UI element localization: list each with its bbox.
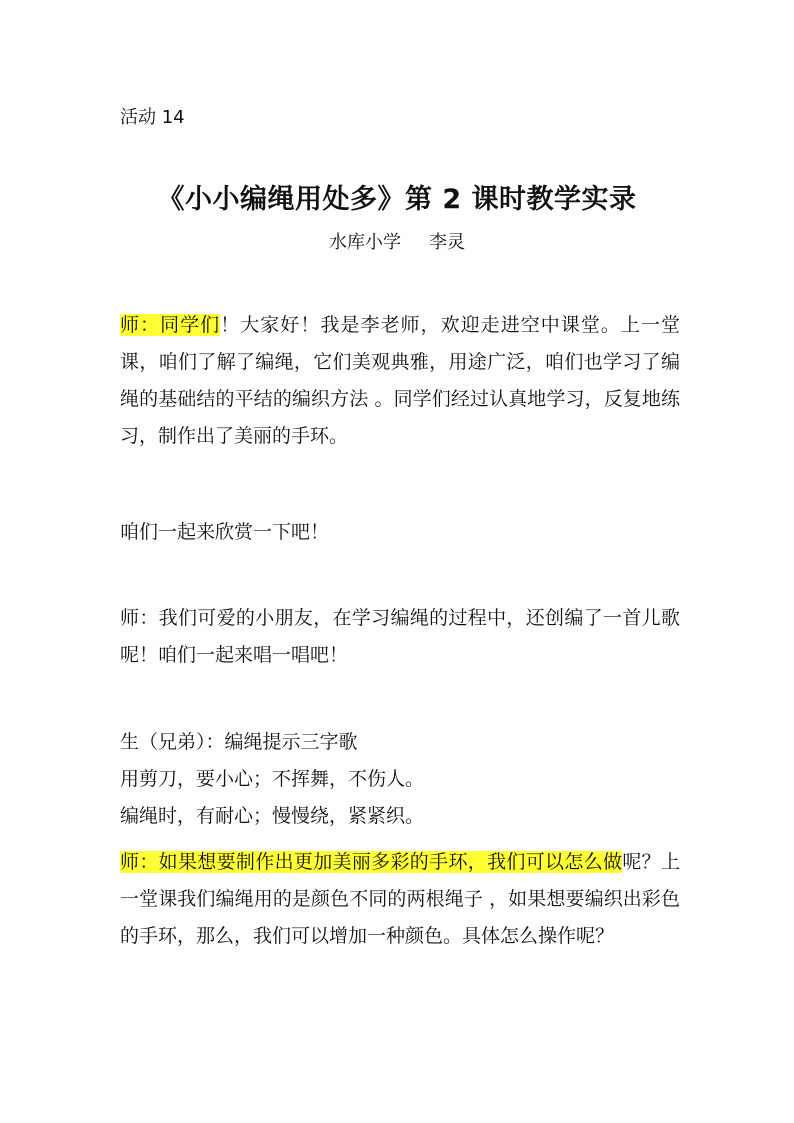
paragraph-text: ！大家好！我是李老师，欢迎走进空中课堂。上一堂课，咱们了解了编绳，它们美观典雅，用途广泛，咱们也学习了编绳的基础结的平结的编织方法 。同学们经过认真地学习，反复地练习，制作出了美丽的手环。 [120,314,680,447]
highlighted-question: 师：如果想要制作出更加美丽多彩的手环，我们可以怎么做 [120,851,623,873]
activity-label: 活动 14 [120,107,185,128]
school-name: 水库小学 [329,232,401,253]
paragraph-text: 呢？上一堂课我们编绳用的是颜色不同的两根绳子 ，如果想要编织出彩色的手环，那么，我们可以增加一种颜色。具体怎么操作呢？ [120,851,680,947]
document-title: 《小小编绳用处多》第 2 课时教学实录 [157,184,637,215]
song-title-line: 生（兄弟）：编绳提示三字歌 [120,731,358,753]
paragraph-intro [120,307,680,455]
paragraph-question [120,844,680,955]
paragraph-song-intro: 师：我们可爱的小朋友，在学习编绳的过程中，还创编了一首儿歌呢！咱们一起来唱一唱吧！ [120,607,680,666]
song-line-2: 编绳时，有耐心；慢慢绕，紧紧织。 [120,805,425,827]
song-block [120,724,680,835]
byline [0,230,794,256]
highlighted-speaker: 师：同学们 [120,314,221,336]
paragraph-appreciate: 咱们一起来欣赏一下吧！ [120,521,330,543]
song-line-1: 用剪刀，要小心；不挥舞，不伤人。 [120,768,425,790]
author-name: 李灵 [429,232,465,253]
